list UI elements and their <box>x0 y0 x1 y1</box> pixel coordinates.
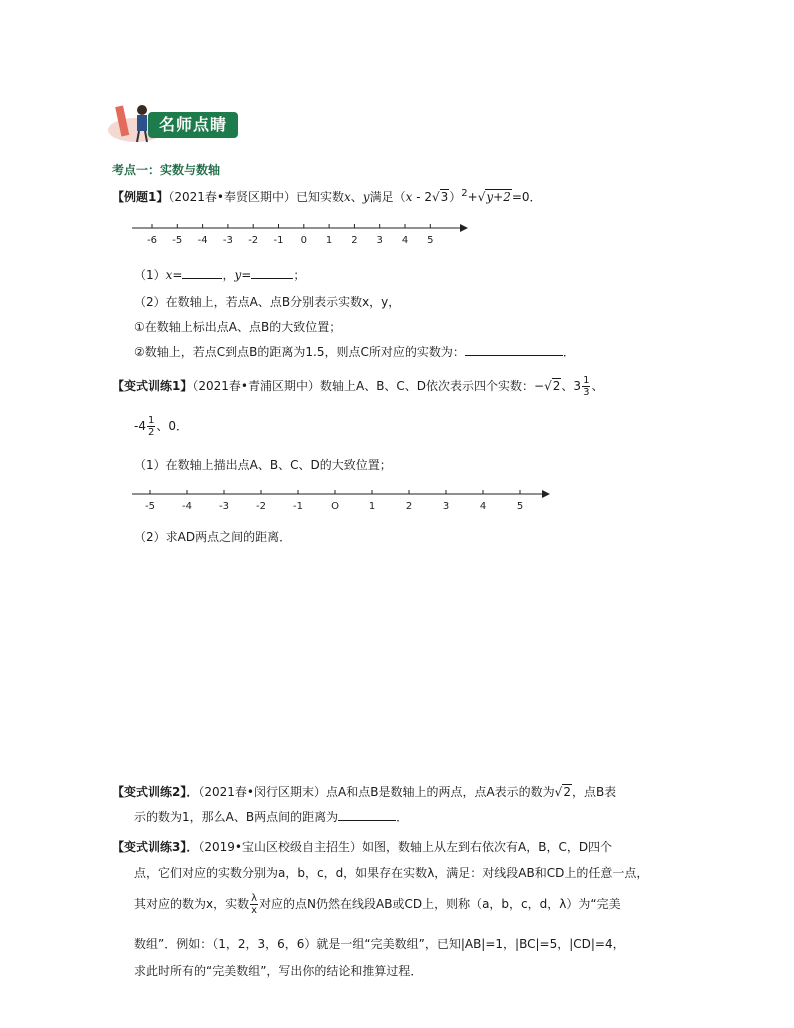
variant-3-line-5: 求此时所有的“完美数组”，写出你的结论和推算过程． <box>134 964 423 978</box>
example-1-stem: 【例题1】（2021春•奉贤区期中）已知实数x、y满足（x - 2√3）$^2$+√y+2=0． <box>112 188 542 204</box>
ex1-q1: （1）x= ，y= ； <box>134 268 306 282</box>
axis-tick-label: 4 <box>401 235 409 246</box>
variant-2-line-1: 【变式训练2】．（2021春•闵行区期末）点A和点B是数轴上的两点，点A表示的数为√2，点B表 <box>112 785 617 799</box>
axis-tick-label: -4 <box>197 235 208 246</box>
v1-q2: （2）求AD两点之间的距离． <box>134 530 292 544</box>
fraction-one-half: $\frac{1}{2}$ <box>147 415 155 438</box>
ex1-q2-1: ①在数轴上标出点A、点B的大致位置； <box>134 320 342 334</box>
sqrt-2-v2: √2 <box>554 785 571 799</box>
axis-tick-label: -3 <box>219 501 229 512</box>
badge-label: 名师点睛 <box>148 112 238 138</box>
variant-3-line-1: 【变式训练3】．（2019•宝山区校级自主招生）如图，数轴上从左到右依次有A，B，C，D四个 <box>112 840 613 854</box>
sqrt-y-plus-2: √y+2 <box>477 190 511 204</box>
variant-1-stem-cont: -4 $\frac{1}{2}$ 、0． <box>134 415 188 438</box>
axis-tick-label: 4 <box>479 501 487 512</box>
answer-blank-y <box>251 278 293 279</box>
axis-tick-label: 0 <box>300 235 307 246</box>
variant-3-line-3: 其对应的数为x，实数 $\frac{\lambda}{x}$ 对应的点N仍然在线段AB或CD上，则称（a，b，c，d，λ）为“完美 <box>134 893 621 916</box>
axis-tick-label: 2 <box>351 235 358 246</box>
axis-tick-label: 5 <box>516 501 524 512</box>
section-title: 考点一：实数与数轴 <box>112 163 221 177</box>
axis-tick-label: -2 <box>256 501 266 512</box>
variant-3-line-2: 点，它们对应的实数分别为a，b，c，d，如果存在实数λ，满足：对线段AB和CD上的任意一点， <box>134 866 649 880</box>
variant-2-line-2: 示的数为1，那么A、B两点间的距离为 ． <box>134 810 409 824</box>
axis-tick-label: 2 <box>405 501 413 512</box>
variant-tag: 【变式训练1】 <box>112 379 193 393</box>
fraction-lambda-over-x: $\frac{\lambda}{x}$ <box>251 893 258 916</box>
example-tag: 【例题1】 <box>112 190 169 204</box>
axis-tick-label: 5 <box>427 235 434 246</box>
axis-tick-label: 1 <box>325 235 333 246</box>
axis-tick-label: 3 <box>376 235 383 246</box>
axis-tick-label: O <box>331 501 339 512</box>
variant-1-stem: 【变式训练1】（2021春•青浦区期中）数轴上A、B、C、D依次表示四个实数：−√2、3 $\frac{1}{3}$ 、 <box>112 375 604 398</box>
axis-tick-label: -6 <box>147 235 157 246</box>
v1-q1: （1）在数轴上描出点A、B、C、D的大致位置； <box>134 458 392 472</box>
answer-blank-distance <box>338 820 396 821</box>
ex1-q2: （2）在数轴上，若点A、点B分别表示实数x，y， <box>134 295 401 309</box>
axis-tick-label: 1 <box>368 501 376 512</box>
axis-tick-label: -5 <box>172 235 183 246</box>
axis-tick-label: -1 <box>273 235 284 246</box>
answer-blank-x <box>182 278 222 279</box>
axis-tick-label: -1 <box>293 501 303 512</box>
sqrt-3: √3 <box>431 190 449 204</box>
axis-tick-label: 3 <box>442 501 450 512</box>
answer-blank-c <box>465 355 563 356</box>
number-line-2 <box>130 486 555 516</box>
axis-tick-label: -3 <box>222 235 233 246</box>
axis-tick-label: -4 <box>182 501 192 512</box>
fraction-one-third: $\frac{1}{3}$ <box>583 375 590 398</box>
axis-tick-label: -2 <box>248 235 259 246</box>
ex1-q2-2: ②数轴上，若点C到点B的距离为1.5，则点C所对应的实数为： ． <box>134 345 575 359</box>
axis-tick-label: -5 <box>145 501 155 512</box>
variant-3-line-4: 数组”．例如：（1，2，3，6，6）就是一组“完美数组”，已知|AB|=1，|BC|=5，|CD|=4， <box>134 937 625 951</box>
sqrt-2: √2 <box>544 379 561 393</box>
number-line-1 <box>130 220 470 250</box>
